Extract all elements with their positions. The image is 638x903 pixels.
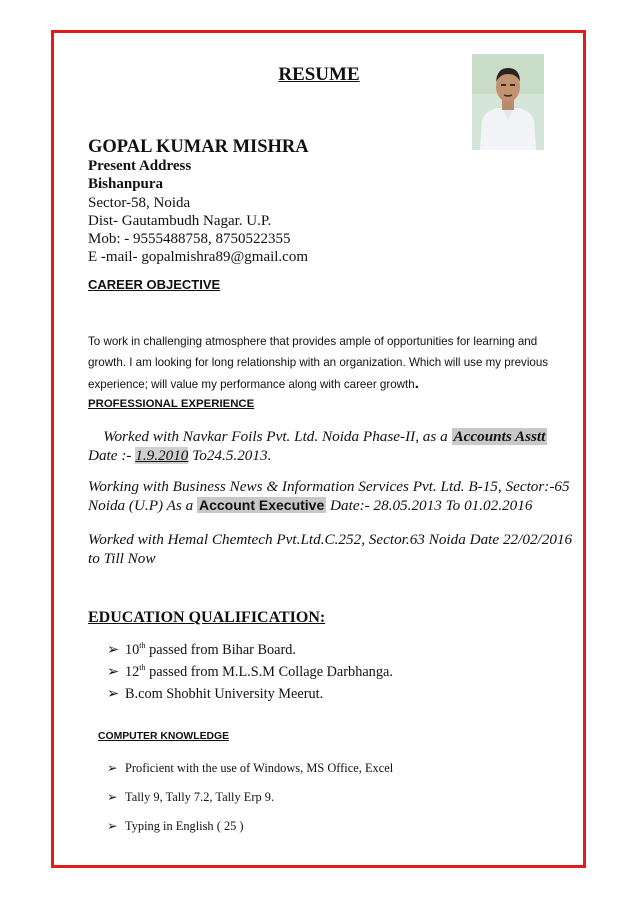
professional-experience-heading: PROFESSIONAL EXPERIENCE — [88, 398, 255, 410]
education-heading: EDUCATION QUALIFICATION: — [88, 609, 326, 626]
edu-text: passed from M.L.S.M Collage Darbhanga. — [145, 664, 393, 680]
career-objective-heading: CAREER OBJECTIVE — [88, 277, 221, 292]
arrow-bullet-icon: ➢ — [107, 790, 118, 804]
edu-sup: th — [139, 641, 146, 650]
list-item — [107, 760, 393, 776]
edu-text: B.com Shobhit University Meerut. — [125, 686, 324, 702]
skill-text: Typing in English ( 25 ) — [125, 819, 244, 833]
edu-num: 10 — [125, 642, 140, 658]
experience-entry-3: Worked with Hemal Chemtech Pvt.Ltd.C.252, Sector.63 Noida Date 22/02/2016 to Till Now — [88, 531, 573, 567]
candidate-name: GOPAL KUMAR MISHRA — [88, 137, 309, 157]
address-line2: Sector-58, Noida — [88, 194, 191, 211]
resume-title: RESUME — [278, 64, 360, 85]
list-item — [107, 686, 323, 703]
address-block — [88, 157, 308, 267]
address-line3: Dist- Gautambudh Nagar. U.P. — [88, 212, 272, 229]
list-item — [107, 664, 393, 681]
exp2-dates: Date:- 28.05.2013 To 01.02.2016 — [326, 497, 533, 514]
edu-text: passed from Bihar Board. — [145, 642, 297, 658]
arrow-bullet-icon: ➢ — [107, 664, 119, 680]
address-label: Present Address — [88, 158, 192, 174]
exp2-role: Account Executive — [198, 497, 325, 513]
edu-sup: th — [139, 663, 146, 672]
arrow-bullet-icon: ➢ — [107, 761, 118, 775]
arrow-bullet-icon: ➢ — [107, 642, 119, 658]
career-objective-text — [88, 331, 568, 395]
experience-entry-1 — [88, 427, 576, 465]
exp1-to-date: To24.5.2013. — [188, 447, 272, 464]
skill-text: Proficient with the use of Windows, MS Office, Excel — [125, 761, 394, 775]
address-line1: Bishanpura — [88, 176, 164, 193]
email-address: E -mail- gopalmishra89@gmail.com — [88, 249, 309, 266]
exp2-text: Working with Business News & Information Services Pvt. Ltd. B-15, Sector:-65 Noida (U.P) As a — [88, 478, 570, 514]
mobile-number: Mob: - 9555488758, 8750522355 — [88, 231, 291, 248]
exp1-role: Accounts Asstt — [453, 428, 546, 445]
objective-body: To work in challenging atmosphere that provides ample of opportunities for learning and growth. I am looking for long relationship with an organization. Which will use my previous experience; will value my performance along with career growth — [88, 335, 549, 391]
exp1-text: Worked with Navkar Foils Pvt. Ltd. Noida Phase-II, as a — [88, 428, 452, 445]
objective-period: . — [414, 375, 419, 392]
list-item — [107, 789, 274, 805]
edu-num: 12 — [125, 664, 140, 680]
exp1-from-date: 1.9.2010 — [135, 447, 189, 464]
computer-knowledge-heading: COMPUTER KNOWLEDGE — [98, 731, 230, 742]
skill-text: Tally 9, Tally 7.2, Tally Erp 9. — [125, 790, 275, 804]
list-item — [107, 642, 296, 659]
experience-entry-2 — [88, 477, 576, 515]
arrow-bullet-icon: ➢ — [107, 686, 119, 702]
arrow-bullet-icon: ➢ — [107, 819, 118, 833]
exp1-date-label: Date :- — [88, 447, 136, 464]
list-item — [107, 818, 244, 834]
profile-photo — [472, 54, 544, 150]
